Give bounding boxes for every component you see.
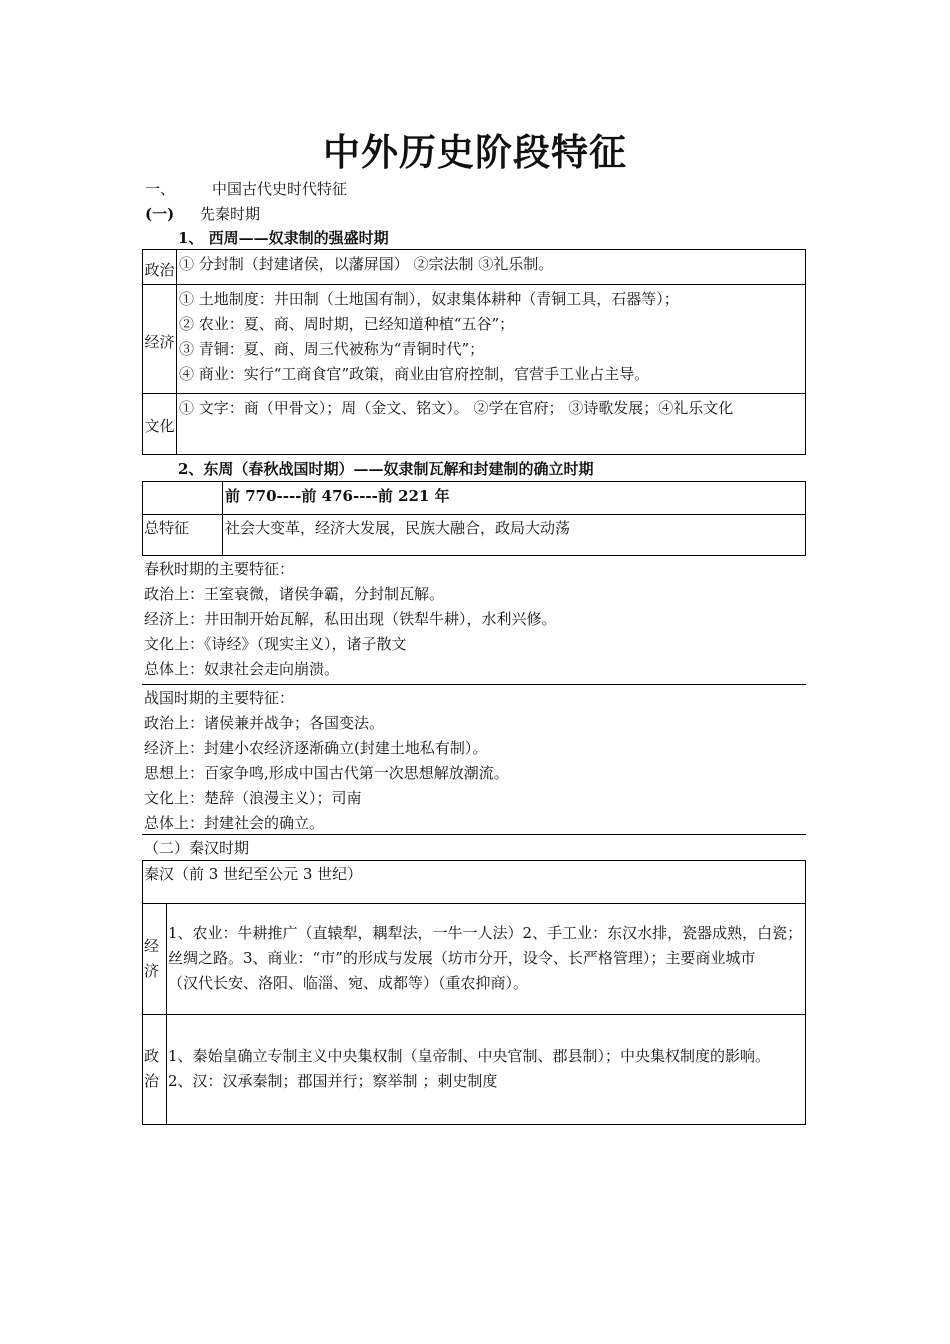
chunqiu-line: 文化上：《诗经》（现实主义），诸子散文 — [144, 635, 407, 653]
dongzhou-dates: 前 770----前 476----前 221 年 — [225, 487, 450, 505]
politics-label: 政治 — [144, 261, 175, 279]
subsection-number: (一) — [145, 205, 175, 223]
economy-line: ③ 青铜：夏、商、周三代被称为“青铜时代”； — [179, 340, 485, 358]
qinhan-economy-line: 丝绸之路。3、商业：“市”的形成与发展（坊市分开，设令、长严格管理）；主要商业城市 — [168, 949, 756, 967]
culture-label: 文化 — [144, 417, 175, 435]
economy-label: 经济 — [144, 333, 175, 351]
qinhan-politics-label: 政 — [144, 1047, 160, 1065]
section-number: 一、 — [145, 180, 176, 198]
qinhan-politics-line: 1、秦始皇确立专制主义中央集权制（皇帝制、中央官制、郡县制）；中央集权制度的影响。 — [168, 1047, 771, 1065]
politics-text: ① 分封制（封建诸侯，以藩屏国） ②宗法制 ③礼乐制。 — [179, 255, 554, 273]
qinhan-economy-line: （汉代长安、洛阳、临淄、宛、成都等）（重农抑商）。 — [168, 974, 529, 992]
zhanguo-line: 总体上：封建社会的确立。 — [144, 814, 325, 832]
qinhan-economy-line: 1、农业：牛耕推广（直辕犁，耦犁法，一牛一人法）2、手工业：东汉水排，瓷器成熟，白瓷； — [168, 924, 803, 942]
qinhan-politics-label: 治 — [144, 1072, 160, 1090]
item-heading-xizhou: 1、 西周——奴隶制的强盛时期 — [178, 229, 389, 247]
zhanguo-line: 文化上：楚辞（浪漫主义）；司南 — [144, 789, 362, 807]
chunqiu-line: 总体上：奴隶社会走向崩溃。 — [144, 660, 340, 678]
qinhan-politics-line: 2、汉：汉承秦制；郡国并行；察举制 ；刺史制度 — [168, 1072, 498, 1090]
subsection-heading-qinhan: （二）秦汉时期 — [144, 839, 250, 857]
page-title: 中外历史阶段特征 — [323, 130, 627, 174]
economy-line: ① 土地制度：井田制（土地国有制），奴隶集体耕种（青铜工具，石器等）； — [179, 290, 679, 308]
qinhan-economy-label: 经 — [144, 937, 160, 955]
chunqiu-line: 政治上：王室衰微，诸侯争霸，分封制瓦解。 — [144, 585, 445, 603]
zhanguo-line: 思想上：百家争鸣,形成中国古代第一次思想解放潮流。 — [144, 764, 509, 782]
zhanguo-line: 经济上：封建小农经济逐渐确立(封建土地私有制）。 — [144, 739, 488, 757]
qinhan-header: 秦汉（前 3 世纪至公元 3 世纪） — [144, 865, 363, 883]
chunqiu-line: 春秋时期的主要特征： — [144, 560, 295, 578]
overall-text: 社会大变革，经济大发展，民族大融合，政局大动荡 — [225, 519, 571, 537]
economy-line: ④ 商业：实行“工商食官”政策，商业由官府控制，官营手工业占主导。 — [179, 365, 650, 383]
chunqiu-line: 经济上：井田制开始瓦解，私田出现（铁犁牛耕），水利兴修。 — [144, 610, 557, 628]
economy-line: ② 农业：夏、商、周时期，已经知道种植“五谷”； — [179, 315, 515, 333]
zhanguo-line: 政治上：诸侯兼并战争；各国变法。 — [144, 714, 385, 732]
subsection-heading: 先秦时期 — [200, 205, 261, 223]
overall-label: 总特征 — [144, 519, 190, 537]
item-heading-dongzhou: 2、东周（春秋战国时期）——奴隶制瓦解和封建制的确立时期 — [178, 460, 594, 478]
zhanguo-line: 战国时期的主要特征： — [144, 689, 295, 707]
qinhan-economy-label: 济 — [144, 962, 160, 980]
section-heading: 中国古代史时代特征 — [212, 180, 348, 198]
culture-text: ① 文字：商（甲骨文）；周（金文、铭文）。 ②学在官府； ③诗歌发展；④礼乐文化 — [179, 399, 734, 417]
